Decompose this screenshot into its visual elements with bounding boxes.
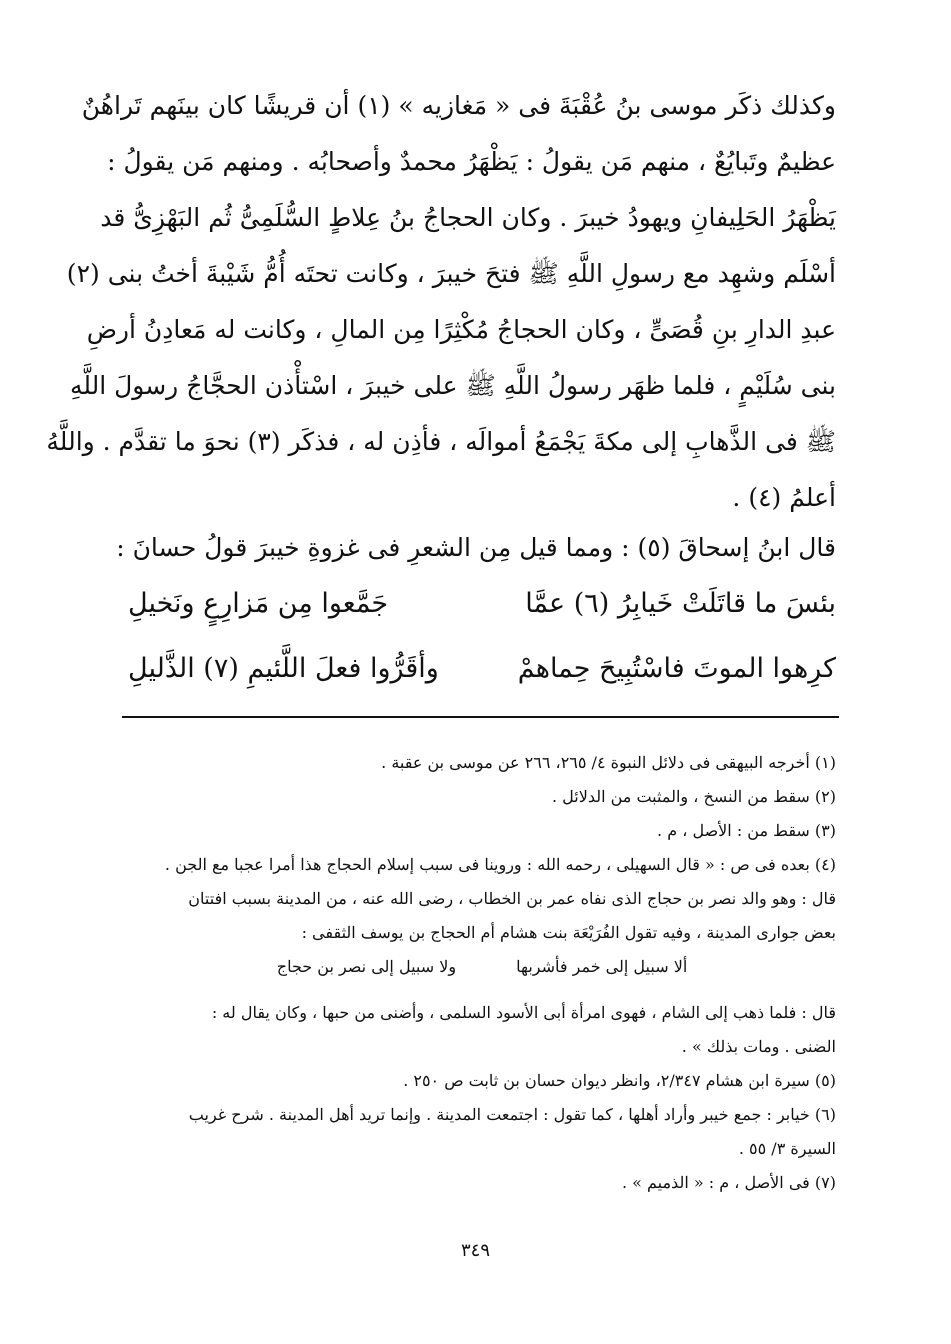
footnote-verse	[128, 950, 836, 984]
footnote-verse-first: ألا سبيل إلى خمر فأشربها	[516, 957, 688, 976]
footnote: (٧) فى الأصل ، م : « الذميم » .	[621, 1173, 836, 1192]
footnote: (١) أخرجه البيهقى فى دلائل النبوة ٤/ ٢٦٥، ٢٦٦ عن موسى بن عقبة .	[381, 753, 836, 772]
verse-second-hemistich: وأقَرُّوا فعلَ اللَّئيمِ (٧) الذَّليلِ	[128, 653, 439, 684]
text-line: بنى سُلَيْمٍ ، فلما ظهَر رسولُ اللَّهِ ﷺ على خيبرَ ، اسْتأْذن الحجَّاجُ رسولَ اللَّهِ	[69, 371, 836, 400]
footnote: قال : وهو والد نصر بن حجاج الذى نفاه عمر بن الخطاب ، رضى الله عنه ، من المدينة بسبب افتتان	[188, 889, 836, 908]
footnotes	[128, 746, 836, 1200]
verse-second-hemistich: جَمَّعوا مِن مَزارِعٍ ونَخيلِ	[128, 588, 389, 619]
verse-first-hemistich: بئسَ ما قاتَلَتْ خَيابِرُ (٦) عمَّا	[525, 588, 836, 619]
text-line: عظيمٌ وتَبايُعٌ ، منهم مَن يقولُ : يَظْهَرُ محمدٌ وأصحابُه . ومنهم مَن يقولُ :	[107, 147, 836, 176]
footnote: بعض جوارى المدينة ، وفيه تقول الفُرَيْعَة بنت هشام أم الحجاج بن يوسف الثقفى :	[301, 923, 836, 942]
main-text	[46, 78, 836, 526]
text-line: أعلمُ (٤) .	[732, 483, 836, 512]
page-number: ٣٤٩	[460, 1240, 490, 1261]
verse-first-hemistich: كرِهوا الموتَ فاسْتُبِيحَ حِماهمْ	[517, 653, 836, 684]
text-line: أسْلَم وشهِد مع رسولِ اللَّهِ ﷺ فتحَ خيبرَ ، وكانت تحتَه أُمُّ شَيْبةَ أختُ بنى (٢)	[66, 259, 836, 288]
footnote: السيرة ٣/ ٥٥ .	[738, 1139, 836, 1158]
footnote: الضنى . ومات بذلك » .	[681, 1037, 836, 1056]
footnote: (٣) سقط من : الأصل ، م .	[657, 821, 836, 840]
poem-intro: قال ابنُ إسحاقَ (٥) : ومما قيل مِن الشعرِ فى غزوةِ خيبرَ قولُ حسانَ :	[116, 533, 836, 562]
poem-verse	[128, 588, 836, 619]
footnote: (٤) بعده فى ص : « قال السهيلى ، رحمه الله : وروينا فى سبب إسلام الحجاج هذا أمرا عجبا مع الجن .	[164, 855, 836, 874]
text-line: يَظْهَرُ الحَلِيفانِ ويهودُ خيبرَ . وكان الحجاجُ بنُ عِلاطٍ السُّلَمِىُّ ثُم البَهْزِىُّ قد	[100, 203, 836, 232]
footnote-verse-second: ولا سبيل إلى نصر بن حجاج	[276, 957, 457, 976]
footnote: (٦) خيابر : جمع خيبر وأراد أهلها ، كما تقول : اجتمعت المدينة . وإنما تريد أهل المدينة . شرح غريب	[188, 1105, 836, 1124]
footnote: (٢) سقط من النسخ ، والمثبت من الدلائل .	[551, 787, 836, 806]
footnote-separator	[122, 716, 839, 718]
text-line: عبدِ الدارِ بنِ قُصَىٍّ ، وكان الحجاجُ مُكْثِرًا مِن المالِ ، وكانت له مَعادِنُ أرضِ	[86, 315, 836, 344]
poem-verse	[128, 653, 836, 684]
footnote: قال : فلما ذهب إلى الشام ، فهوى امرأة أبى الأسود السلمى ، وأضنى من حبها ، وكان يقال له :	[211, 1003, 836, 1022]
text-line: وكذلك ذكَر موسى بنُ عُقْبَةَ فى « مَغازيه » (١) أن قريشًا كان بينَهم تَراهُنٌ	[81, 91, 836, 120]
footnote: (٥) سيرة ابن هشام ٢/٣٤٧، وانظر ديوان حسان بن ثابت ص ٢٥٠ .	[403, 1071, 836, 1090]
text-line: ﷺ فى الذَّهابِ إلى مكةَ يَجْمَعُ أموالَه ، فأذِن له ، فذكَر (٣) نحوَ ما تقدَّم . واللَّهُ	[46, 427, 836, 456]
